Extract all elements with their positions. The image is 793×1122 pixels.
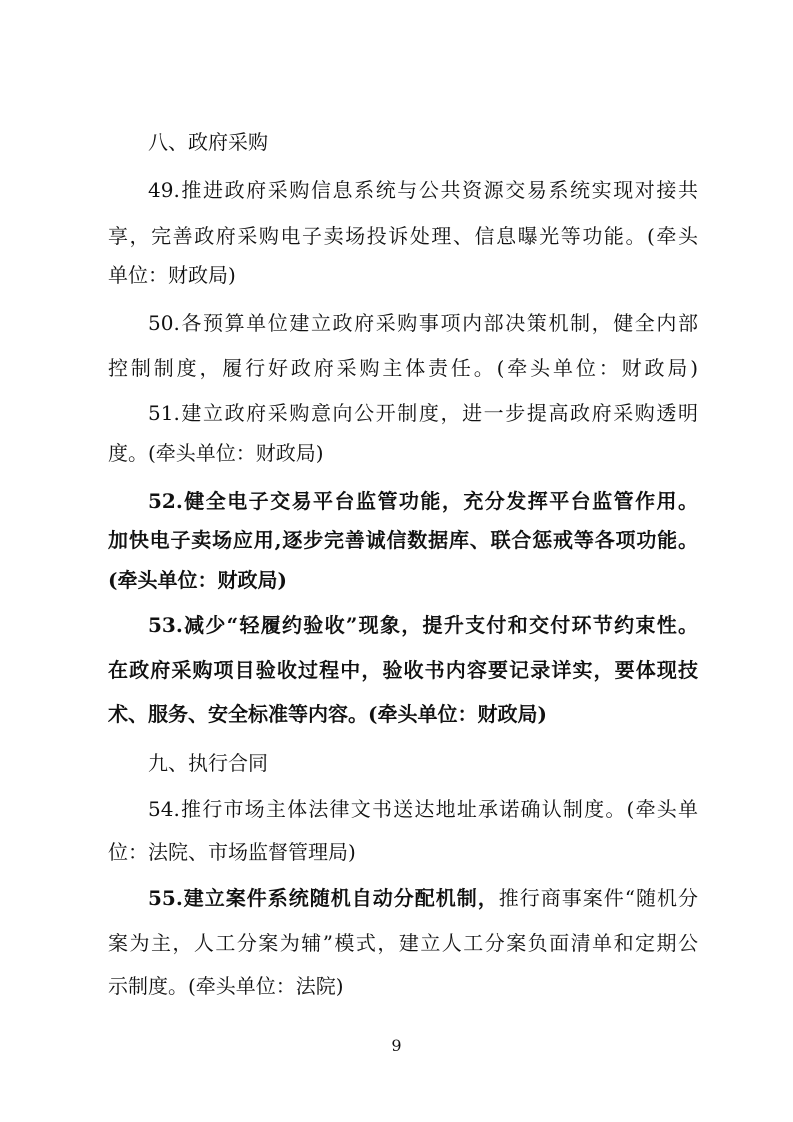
item-55-line-1 <box>148 884 698 912</box>
item-55-line-1-rest: 推行商事案件“随机分 <box>498 886 698 910</box>
section-heading-government-procurement: 八、政府采购 <box>148 130 268 154</box>
item-49-line-3: 单位：财政局) <box>108 263 236 287</box>
item-50-line-2: 控制制度，履行好政府采购主体责任。(牵头单位：财政局) <box>108 356 698 380</box>
item-54-line-1: 54.推行市场主体法律文书送达地址承诺确认制度。(牵头单 <box>148 797 698 821</box>
item-53-line-3: 术、服务、安全标准等内容。(牵头单位：财政局) <box>108 702 547 726</box>
item-55-line-2: 案为主，人工分案为辅”模式，建立人工分案负面清单和定期公 <box>108 931 698 955</box>
item-53-line-1: 53.减少“轻履约验收”现象，提升支付和交付环节约束性。 <box>148 613 698 637</box>
item-53-line-2: 在政府采购项目验收过程中，验收书内容要记录详实，要体现技 <box>108 658 698 682</box>
item-52-line-2: 加快电子卖场应用,逐步完善诚信数据库、联合惩戒等各项功能。 <box>108 528 698 552</box>
item-51-line-2: 度。(牵头单位：财政局) <box>108 441 324 465</box>
item-51-line-1: 51.建立政府采购意向公开制度，进一步提高政府采购透明 <box>148 401 698 425</box>
item-55-bold-lead: 55.建立案件系统随机自动分配机制， <box>148 886 499 910</box>
item-52-line-3: (牵头单位：财政局) <box>108 568 287 592</box>
item-52-line-1: 52.健全电子交易平台监管功能，充分发挥平台监管作用。 <box>148 489 698 513</box>
item-55-line-3: 示制度。(牵头单位：法院) <box>108 974 344 998</box>
section-heading-contract-enforcement: 九、执行合同 <box>148 751 268 775</box>
item-49-line-1: 49.推进政府采购信息系统与公共资源交易系统实现对接共 <box>148 178 698 202</box>
item-49-line-2: 享，完善政府采购电子卖场投诉处理、信息曝光等功能。(牵头 <box>108 224 698 248</box>
item-50-line-1: 50.各预算单位建立政府采购事项内部决策机制，健全内部 <box>148 311 698 335</box>
page-number: 9 <box>391 1036 402 1055</box>
item-54-line-2: 位：法院、市场监督管理局) <box>108 840 356 864</box>
